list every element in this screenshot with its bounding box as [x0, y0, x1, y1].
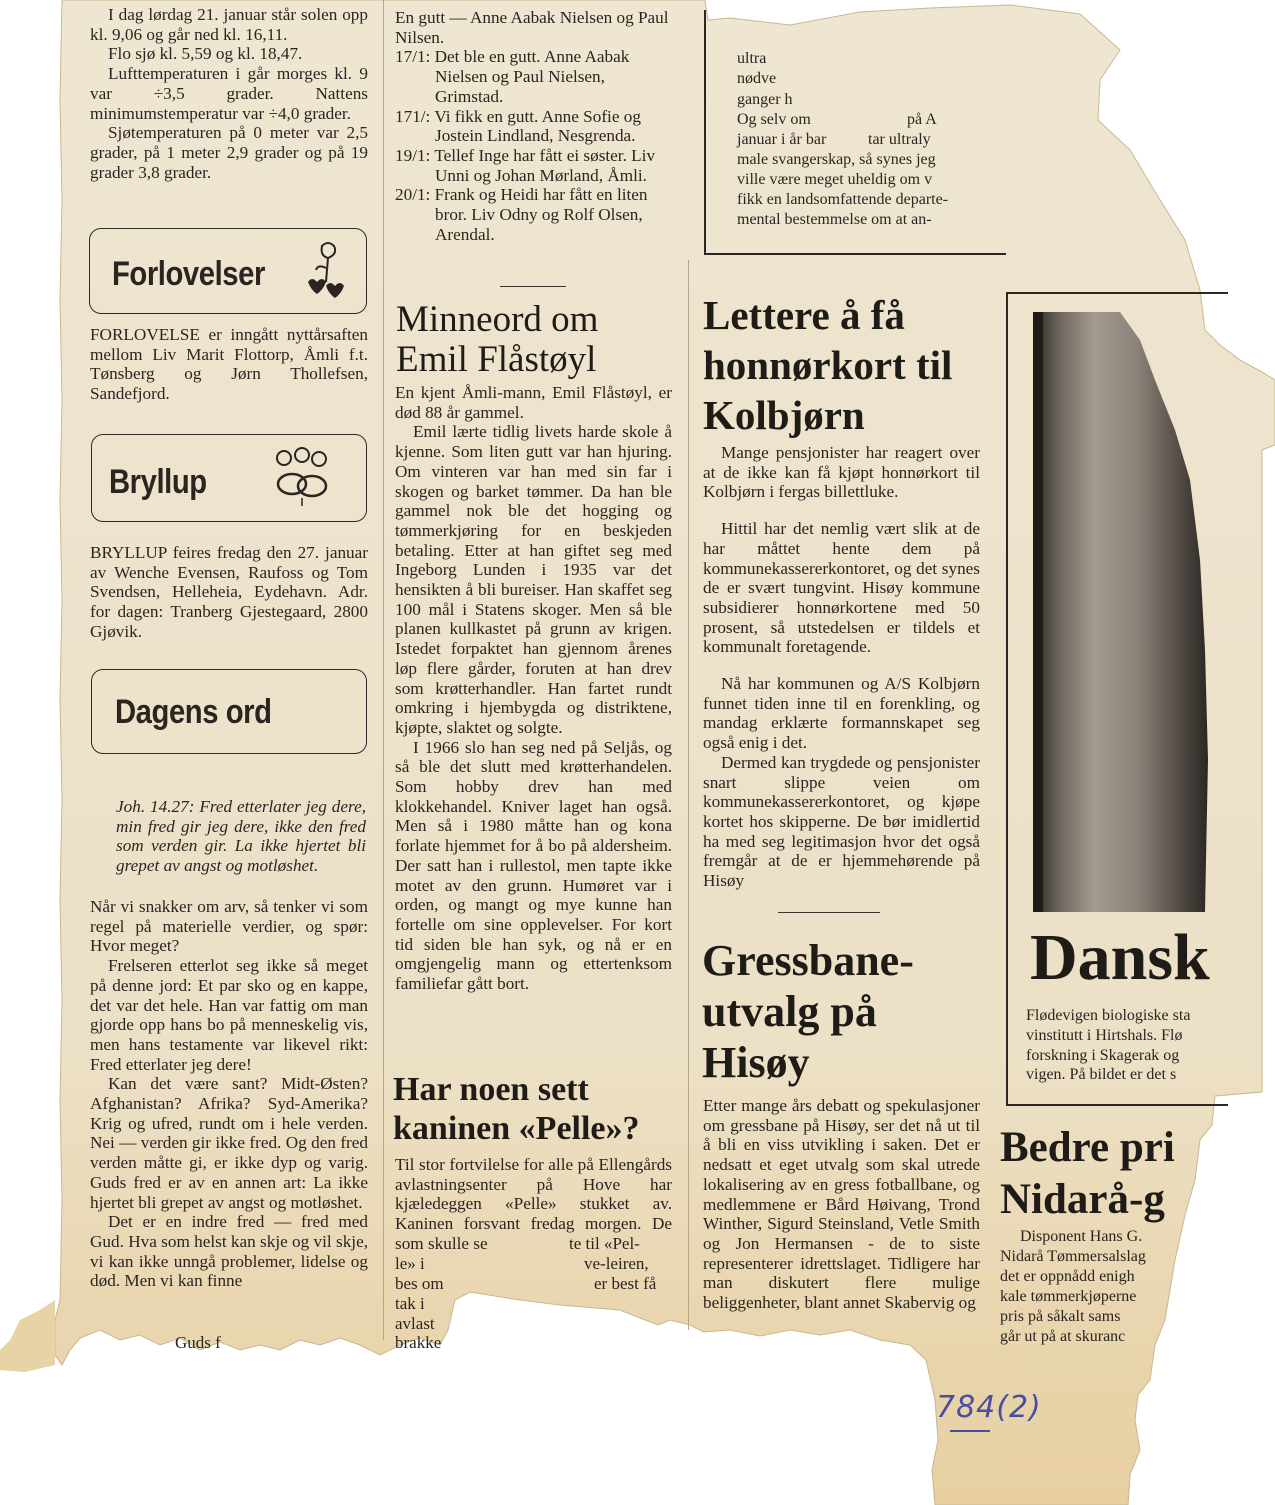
pelle-fragment: er best få — [594, 1274, 657, 1293]
column-divider — [383, 0, 384, 1340]
pelle-text: Til stor fortvilelse for alle på Ellengårds avlastningsenter på Hove har kjæledeggen «Pelle» stukket av. Kaninen forsvant fredag morgen. De som skulle se — [395, 1155, 672, 1253]
boxed-line: Og selv om — [737, 111, 811, 128]
bedre-line: Disponent Hans G. — [1020, 1228, 1143, 1245]
weather-tide: Flo sjø kl. 5,59 og kl. 18,47. — [108, 44, 303, 64]
boxed-line: mental bestemmelse om at an- — [737, 211, 932, 228]
forlovelser-text: FORLOVELSE er inngått nyttårsaften mellom Liv Marit Flottorp, Åmli f.t. Tønsberg og Jørn Thollefsen, Sandefjord. — [90, 325, 368, 404]
handwritten-note: 784(2) — [936, 1390, 1042, 1425]
forlovelser-label: Forlovelser — [112, 255, 265, 293]
pelle-fragment: brakke — [395, 1333, 442, 1352]
pelle-fragment: bes om — [395, 1274, 444, 1293]
photo-caption: vinstitutt i Hirtshals. Flø — [1026, 1027, 1183, 1044]
photo-caption: vigen. På bildet er det s — [1026, 1066, 1177, 1083]
bryllup-text: BRYLLUP feires fredag den 27. januar av Wenche Evensen, Raufoss og Tom Svendsen, Helleheia, Eydehavn. Adr. for dagen: Tranberg Gjestegaard, 2800 Gjøvik. — [90, 543, 368, 641]
rose-hearts-icon — [300, 238, 348, 302]
pelle-fragment: le» i — [395, 1254, 425, 1273]
weather-report — [90, 5, 368, 182]
section-divider — [500, 286, 566, 287]
boxed-line: tar ultraly — [868, 131, 931, 148]
weather-sun: I dag lørdag 21. januar står solen opp kl. 9,06 og går ned kl. 16,11. — [90, 5, 368, 44]
bedre-line: pris på såkalt sams — [1000, 1308, 1121, 1325]
bedre-line: Nidarå Tømmersalslag — [1000, 1248, 1146, 1265]
weather-airtemp: Lufttemperaturen i går morges kl. 9 var ÷3,5 grader. Nattens minimumstemperatur var ÷4,0 grader. — [90, 64, 368, 123]
minneord-title: Minneord om Emil Flåstøyl — [396, 299, 599, 380]
column-divider — [688, 260, 689, 1330]
boxed-line: ultra — [737, 50, 767, 67]
weather-seatemp: Sjøtemperaturen på 0 meter var 2,5 grader, på 1 meter 2,9 grader og på 19 grader 3,8 grader. — [90, 123, 368, 182]
bryllup-label: Bryllup — [109, 463, 207, 501]
gress-title: Gressbane-utvalg på Hisøy — [702, 936, 914, 1087]
honnor-title: Lettere å få honnørkort til Kolbjørn — [703, 292, 953, 438]
bedre-line: kale tømmerkjøperne — [1000, 1288, 1137, 1305]
dagensord-label: Dagens ord — [115, 693, 272, 731]
boxed-line: fikk en landsomfattende departe- — [737, 191, 949, 208]
boxed-line: ganger h — [737, 91, 793, 108]
photo-caption: Flødevigen biologiske sta — [1026, 1007, 1191, 1024]
boxed-line: på A — [907, 111, 937, 128]
boxed-line: male svangerskap, så synes jeg — [737, 151, 936, 168]
photo-caption: forskning i Skagerak og — [1026, 1047, 1180, 1064]
dagensord-body: Når vi snakker om arv, så tenker vi som regel på materielle verdier, og spør: Hvor meget? Frelseren etterlot seg ikke så meget på denne jord: Et par sko og en kappe, det var det hele. Han var fattig om man gjorde opp hans bo på menneskelig vis, men hans testamente var likevel rikt: Fred etterlater jeg dere! Kan det være sant? Midt-Østen? Afghanistan? Afrika? Syd-Amerika? Krig og ufred, rundt om i hele verden. Nei — verden gir ikke fred. Og den fred verden måtte gi, er ikke dyp og varig. Guds fred er av en annen art: La ikke hjertet bli grepet av angst og motløshet. Det er en indre fred — fred med Gud. Hva som helst kan skje og vil skje, vi kan ikke unngå problemer, lidelse og død. Men vi kan finne — [90, 897, 368, 1291]
boxed-line: nødve — [737, 70, 777, 87]
pelle-fragment: avlast — [395, 1314, 435, 1333]
handwriting-underline — [950, 1430, 990, 1432]
dagensord-fragment: Guds f — [175, 1333, 221, 1352]
boxed-line: ville være meget uheldig om v — [737, 171, 933, 188]
pelle-fragment: te til «Pel- — [569, 1234, 640, 1253]
section-divider — [778, 912, 880, 913]
bedre-line: går ut på at skuranc — [1000, 1328, 1126, 1345]
dansk-title: Dansk — [1030, 921, 1210, 994]
honnor-text: Mange pensjonister har reagert over at de ikke kan få kjøpt honnørkort til Kolbjørn i fergas billettluke. Hittil har det nemlig vært slik at de har måttet hente dem på kommunekassererkontoret, og det synes de er svært tungvint. Hisøy kommune subsidierer honnørkortene med 50 prosent, så utstedelsen er tildels et kommunalt foretagende. Nå har kommunen og A/S Kolbjørn funnet tiden inne til en forenkling, og mandag erklærte formannskapet seg også enig i det. Dermed kan trygdede og pensjonister snart slippe veien om kommunekassererkontoret, og kjøpe kortet hos skipperne. De bør imidlertid ha med seg legitimasjon hvor det også fremgår at de er hjemmehørende på Hisøy — [703, 443, 980, 891]
gress-text: Etter mange års debatt og spekulasjoner om gressbane på Hisøy, ser det nå ut til å bli en viss utvikling i saken. Det er nedsatt et eget utvalg som skal utrede lokalisering av en gress fotballbane, og medlemmene er Bård Høivang, Trond Winther, Sigurd Steinsland, Vetle Smith og Jon Hermansen - de to siste representerer idrettslaget. Tidligere har man diskutert flere mulige beliggenheter, blant annet Skabervig og — [703, 1096, 980, 1313]
wedding-rings-icon — [264, 446, 344, 506]
dagensord-quote: Joh. 14.27: Fred etterlater jeg dere, min fred gir jeg dere, ikke den fred som verden gir. La ikke hjertet bli grepet av angst og motløshet. — [116, 797, 366, 876]
boxed-line: januar i år bar — [737, 131, 827, 148]
birth-announcements: En gutt — Anne Aabak Nielsen og Paul Nilsen. 17/1: Det ble en gutt. Anne Aabak Nielsen og Paul Nielsen, Grimstad. 171/: Vi fikk en gutt. Anne Sofie og Jostein Lindland, Nesgrenda. 19/1: Tellef Inge har fått ei søster. Liv Unni og Johan Mørland, Åmli. 20/1: Frank og Heidi har fått en liten bror. Liv Odny og Rolf Olsen, Arendal. — [395, 8, 669, 244]
pelle-fragment: ve-leiren, — [584, 1254, 649, 1273]
bedre-title: Bedre pri Nidarå-g — [1000, 1124, 1175, 1223]
minneord-text: En kjent Åmli-mann, Emil Flåstøyl, er død 88 år gammel. Emil lærte tidlig livets harde skole å kjenne. Som liten gutt var han hjuring. Om vinteren var han med sin far i skogen og barket tømmer. Da han ble gammel nok ble det hogging og tømmerkjøring for en beskjeden betaling. Etter at han giftet seg med Ingeborg Lunden i 1935 var det hensikten å bli bureiser. Han skaffet seg 100 mål i Statens skoger. Men så ble planen kullkastet på grunn av krigen. Istedet forpaktet han gjennom årenes løp flere gårder, foruten at han drev som krøtterhandler. Han fartet rundt omkring i hjembygda og distriktene, kjøpte, slaktet og solgte. I 1966 slo han seg ned på Seljås, og så ble det slutt med krøtterhandelen. Som hobby drev han med klokkehandel. Kniver laget han også. Men så i 1980 måtte han og kona forlate hjemmet for å bo på aldersheim. Der satt han i rullestol, men tapte ikke motet av den grunn. Humøret var i orden, og mangt og mye kunne han fortelle om sine opplevelser. For kort tid siden ble han syk, og nå er en omgjengelig mann og ettertenksom familiefar gått bort. — [395, 383, 672, 994]
bedre-line: det er oppnådd enigh — [1000, 1268, 1135, 1285]
pelle-fragment: tak i — [395, 1294, 425, 1313]
pelle-title: Har noen sett kaninen «Pelle»? — [393, 1071, 640, 1147]
